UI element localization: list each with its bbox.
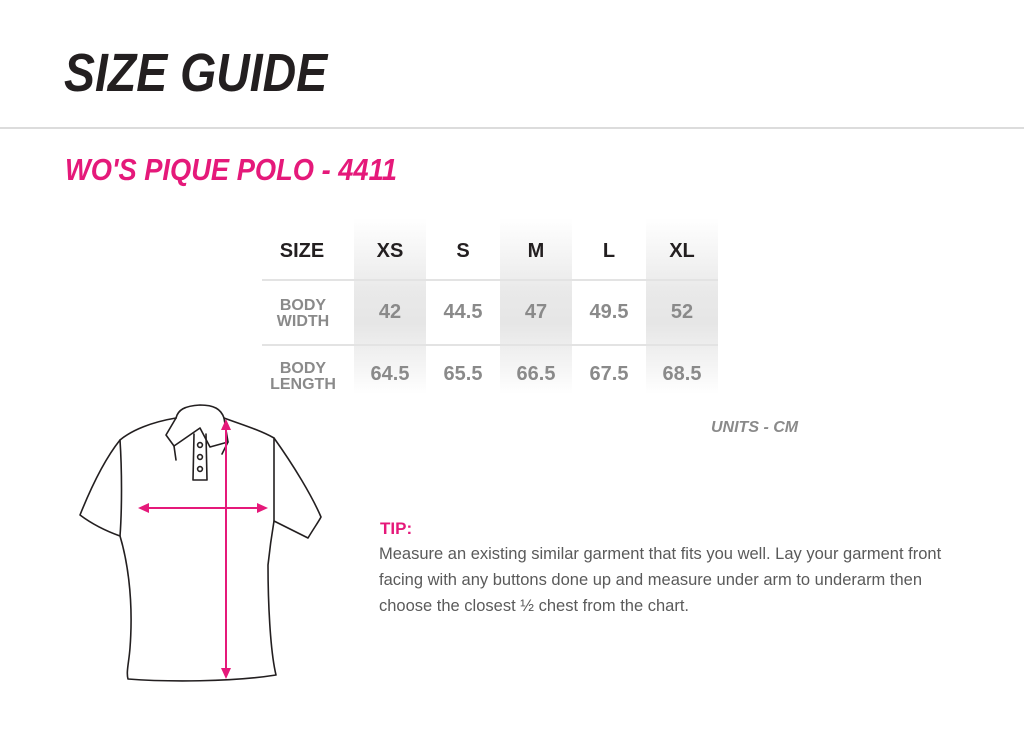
size-table <box>262 218 718 394</box>
row-label-line: BODY <box>279 297 327 314</box>
table-cell: 68.5 <box>662 362 702 385</box>
row-label-body-width <box>262 296 344 332</box>
row-label-line: LENGTH <box>270 376 336 393</box>
table-cell: 64.5 <box>370 362 410 385</box>
size-header-xl: XL <box>669 239 695 262</box>
collar <box>176 405 224 418</box>
placket <box>193 434 207 480</box>
tip-text: Measure an existing similar garment that fits you well. Lay your garment front facing with any buttons done up and measure under arm to underarm then choose the closest ½ chest from the chart. <box>379 545 942 615</box>
collar <box>166 418 228 447</box>
arrow-left-icon <box>138 503 149 513</box>
button-icon <box>198 443 203 448</box>
table-cell: 67.5 <box>589 362 629 385</box>
table-cell: 44.5 <box>443 300 483 323</box>
table-cell: 65.5 <box>443 362 483 385</box>
button-icon <box>198 467 203 472</box>
button-icon <box>198 455 203 460</box>
page-title: SIZE GUIDE <box>64 43 328 103</box>
table-cell: 42 <box>378 300 402 323</box>
size-header-m: M <box>527 239 545 262</box>
table-cell: 49.5 <box>589 300 629 323</box>
row-label-line: WIDTH <box>276 313 330 330</box>
table-divider <box>262 279 718 281</box>
arrow-right-icon <box>257 503 268 513</box>
product-title: WO'S PIQUE POLO - 4411 <box>65 152 397 187</box>
units-label: UNITS - CM <box>711 419 799 436</box>
header-divider <box>0 127 1024 129</box>
size-header-xs: XS <box>376 239 404 262</box>
arrow-down-icon <box>221 668 231 679</box>
table-cell: 52 <box>670 300 694 323</box>
row-label-body-length <box>262 359 344 395</box>
polo-shirt-measure-icon <box>72 400 332 690</box>
size-header-s: S <box>456 239 470 262</box>
row-label-line: BODY <box>279 360 327 377</box>
table-cell: 66.5 <box>516 362 556 385</box>
table-divider <box>262 344 718 346</box>
tip-label: TIP: <box>380 519 413 538</box>
size-header-label: SIZE <box>279 239 325 262</box>
shirt-outline <box>80 418 321 681</box>
size-header-l: L <box>602 239 616 262</box>
sleeve-seam <box>120 440 122 536</box>
table-cell: 47 <box>524 300 548 323</box>
